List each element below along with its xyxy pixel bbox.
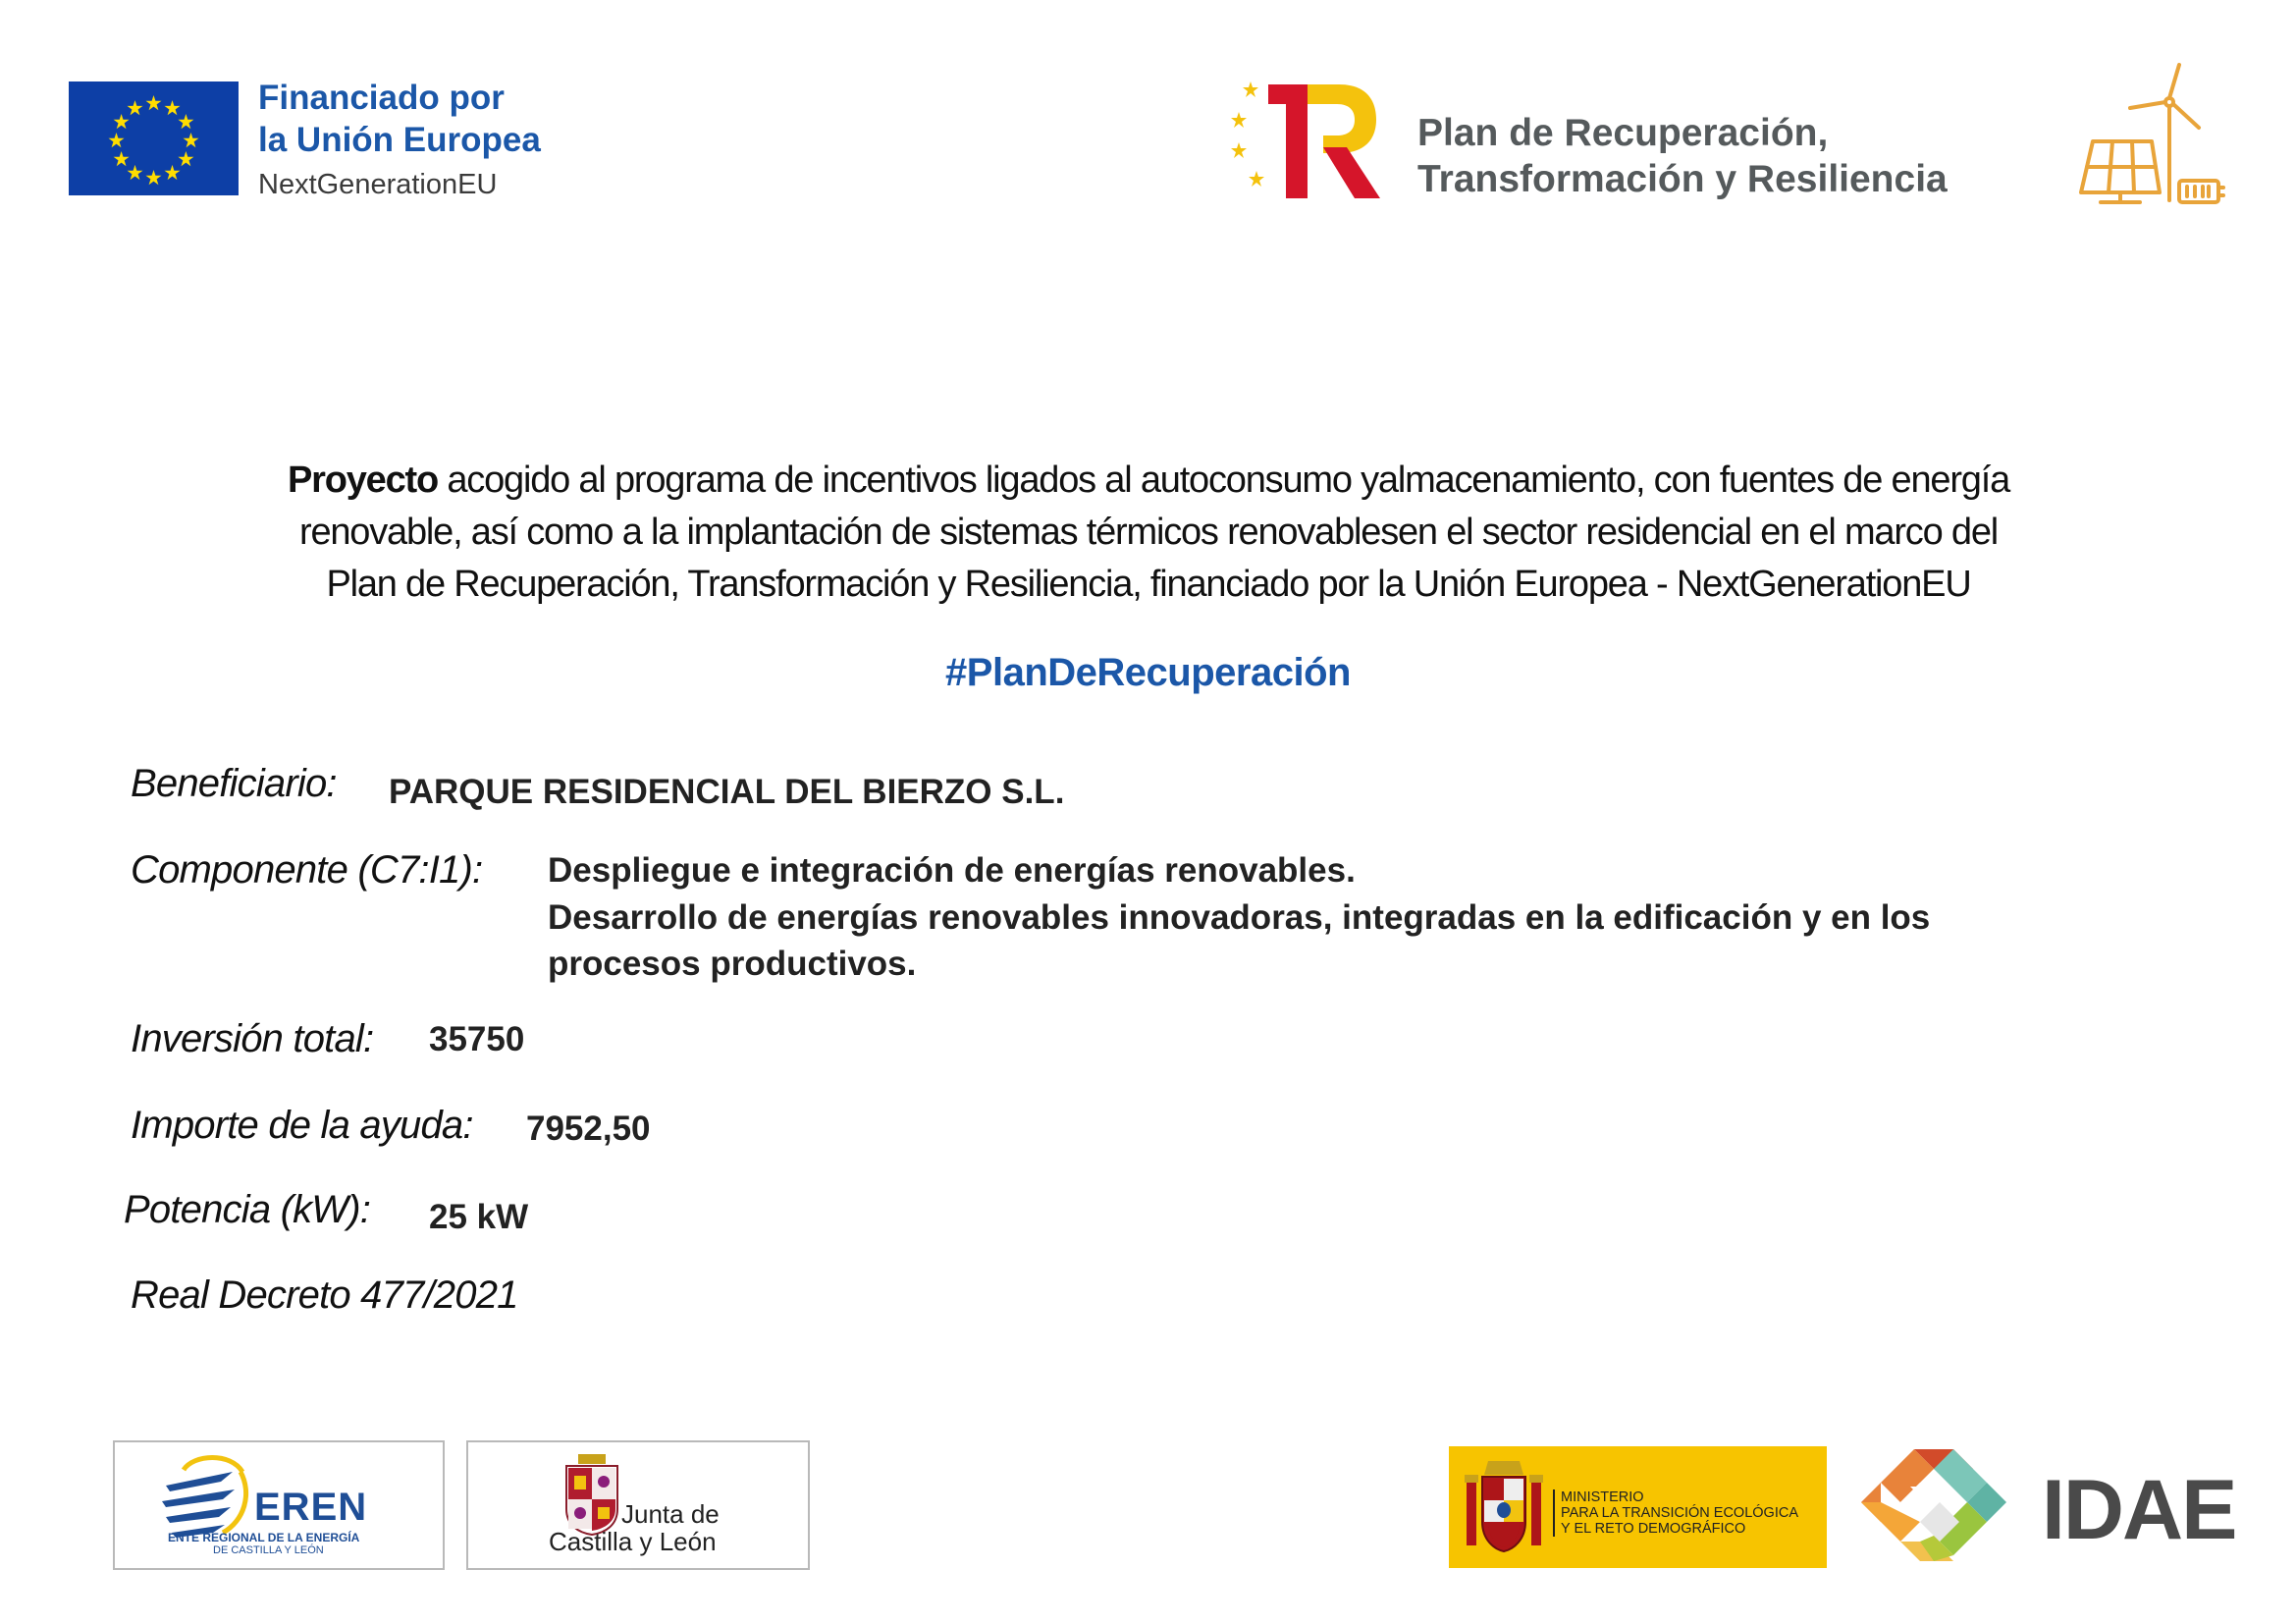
prtr-line2: Transformación y Resiliencia (1417, 158, 1948, 200)
idae-name: IDAE (2042, 1463, 2236, 1557)
hashtag: #PlanDeRecuperación (945, 651, 1351, 694)
importe-value: 7952,50 (526, 1110, 651, 1148)
componente-line1: Despliegue e integración de energías renovables. (548, 851, 1356, 890)
statement-line2: renovable, así como a la implantación de sistemas térmicos renovablesen el sector residencial en el marco del (298, 512, 1998, 553)
eu-funding-text (258, 77, 541, 204)
eu-stars-icon (69, 81, 239, 195)
jcyl-line2: Castilla y León (549, 1527, 717, 1556)
jcyl-line1: Junta de (621, 1499, 720, 1529)
ministerio-line3: Y EL RETO DEMOGRÁFICO (1561, 1521, 1746, 1537)
eren-subtitle1: ENTE REGIONAL DE LA ENERGÍA (168, 1531, 360, 1544)
eu-line3: NextGenerationEU (258, 169, 498, 200)
potencia-label: Potencia (kW): (124, 1188, 371, 1231)
jcyl-logo (466, 1440, 810, 1570)
wind-solar-battery-icon (2071, 63, 2228, 210)
eu-flag (69, 81, 239, 195)
spain-coat-of-arms-icon (1459, 1453, 1549, 1561)
inversion-value: 35750 (429, 1020, 525, 1058)
real-decreto: Real Decreto 477/2021 (131, 1273, 518, 1317)
statement-lead: Proyecto (287, 460, 438, 501)
componente-line2: Desarrollo de energías renovables innovadoras, integradas en la edificación y en los (548, 898, 1931, 937)
statement-line1 (98, 455, 2199, 507)
potencia-value: 25 kW (429, 1198, 529, 1236)
eren-subtitle2: DE CASTILLA Y LEÓN (213, 1544, 324, 1556)
importe-label: Importe de la ayuda: (131, 1104, 473, 1147)
prtr-line1: Plan de Recuperación, (1417, 112, 1829, 154)
componente-line3: procesos productivos. (548, 945, 917, 983)
inversion-label: Inversión total: (131, 1017, 374, 1060)
eu-line1: Financiado por (258, 79, 505, 117)
eu-line2: la Unión Europea (258, 121, 541, 159)
ministerio-logo (1449, 1446, 1827, 1568)
eren-name: EREN (254, 1486, 368, 1529)
statement-line1-text: acogido al programa de incentivos ligados al autoconsumo yalmacenamiento, con fuentes de energía (438, 460, 2010, 501)
componente-label: Componente (C7:I1): (131, 848, 483, 892)
ministerio-line1: MINISTERIO (1561, 1489, 1644, 1505)
project-statement (98, 455, 2199, 611)
beneficiario-label: Beneficiario: (131, 762, 337, 805)
prtr-text (1417, 110, 1948, 202)
idae-logo (1855, 1443, 2236, 1571)
castilla-leon-shield-icon (562, 1454, 621, 1537)
idae-mark-icon (1855, 1443, 2042, 1571)
beneficiario-value: PARQUE RESIDENCIAL DEL BIERZO S.L. (389, 773, 1065, 811)
eren-logo (113, 1440, 445, 1570)
ministerio-text (1553, 1489, 1826, 1537)
statement-line3: Plan de Recuperación, Transformación y Resiliencia, financiado por la Unión Europea - NextGenerationEU (326, 564, 1971, 605)
prtr-logo-icon (1229, 77, 1382, 204)
ministerio-line2: PARA LA TRANSICIÓN ECOLÓGICA (1561, 1505, 1799, 1521)
